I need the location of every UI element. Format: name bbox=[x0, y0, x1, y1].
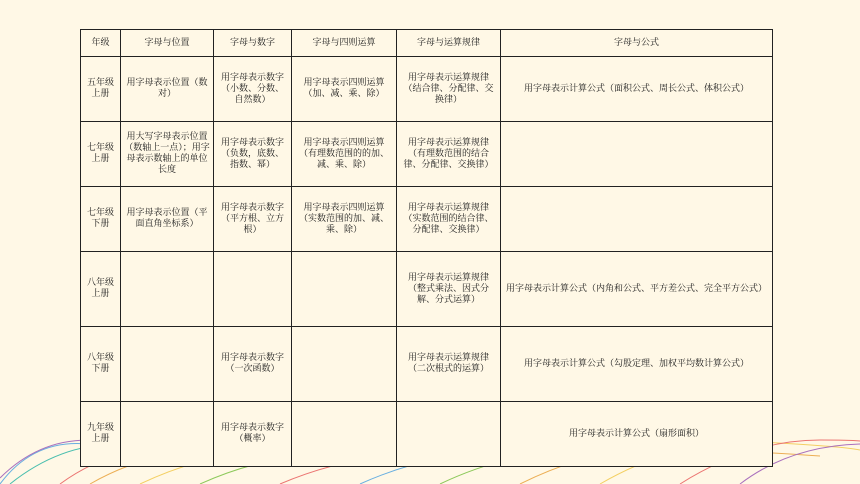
table-cell: 用字母表示运算规律（结合律、分配律、交换律） bbox=[397, 57, 501, 122]
table-cell: 用字母表示运算规律（二次根式的运算） bbox=[397, 327, 501, 402]
table-cell: 用字母表示计算公式（内角和公式、平方差公式、完全平方公式） bbox=[501, 252, 773, 327]
table-cell: 用字母表示数字（平方根、立方根） bbox=[214, 187, 292, 252]
header-letters-laws: 字母与运算规律 bbox=[397, 30, 501, 57]
table-cell bbox=[501, 187, 773, 252]
grade-cell: 九年级上册 bbox=[81, 402, 121, 467]
table-cell: 用字母表示数字（负数，底数、指数、幂） bbox=[214, 122, 292, 187]
grade-cell: 七年级上册 bbox=[81, 122, 121, 187]
table-cell: 用字母表示计算公式（勾股定理、加权平均数计算公式） bbox=[501, 327, 773, 402]
table-cell: 用字母表示数字（小数、分数、自然数） bbox=[214, 57, 292, 122]
table-cell: 用字母表示位置（平面直角坐标系） bbox=[121, 187, 214, 252]
header-letters-arithmetic: 字母与四则运算 bbox=[292, 30, 397, 57]
table-cell: 用大写字母表示位置（数轴上一点）；用字母表示数轴上的单位长度 bbox=[121, 122, 214, 187]
grade-cell: 八年级下册 bbox=[81, 327, 121, 402]
grade-cell: 八年级上册 bbox=[81, 252, 121, 327]
table-cell: 用字母表示数字（概率） bbox=[214, 402, 292, 467]
table-cell: 用字母表示位置（数对） bbox=[121, 57, 214, 122]
table-row bbox=[81, 122, 773, 187]
header-letters-numbers: 字母与数字 bbox=[214, 30, 292, 57]
table-cell bbox=[214, 252, 292, 327]
table-row bbox=[81, 187, 773, 252]
table-cell: 用字母表示四则运算（有理数范围的的加、减、乘、除） bbox=[292, 122, 397, 187]
table-row bbox=[81, 327, 773, 402]
table-cell bbox=[292, 327, 397, 402]
header-letters-formulas: 字母与公式 bbox=[501, 30, 773, 57]
table-row bbox=[81, 57, 773, 122]
table-cell bbox=[121, 327, 214, 402]
table-cell: 用字母表示运算规律（实数范围的结合律、分配律、交换律） bbox=[397, 187, 501, 252]
header-grade: 年级 bbox=[81, 30, 121, 57]
table-cell: 用字母表示计算公式（扇形面积） bbox=[501, 402, 773, 467]
grade-cell: 五年级上册 bbox=[81, 57, 121, 122]
table-row bbox=[81, 252, 773, 327]
table-cell: 用字母表示运算规律（有理数范围的结合律、分配律、交换律） bbox=[397, 122, 501, 187]
table-cell bbox=[292, 252, 397, 327]
grade-cell: 七年级下册 bbox=[81, 187, 121, 252]
table-cell bbox=[501, 122, 773, 187]
table-row bbox=[81, 402, 773, 467]
table-cell: 用字母表示计算公式（面积公式、周长公式、体积公式） bbox=[501, 57, 773, 122]
table-cell: 用字母表示四则运算（加、减、乘、除） bbox=[292, 57, 397, 122]
header-letters-position: 字母与位置 bbox=[121, 30, 214, 57]
table-cell bbox=[121, 402, 214, 467]
table-cell bbox=[121, 252, 214, 327]
table-header-row bbox=[81, 30, 773, 57]
curriculum-table bbox=[80, 29, 773, 467]
table-cell: 用字母表示数字（一次函数） bbox=[214, 327, 292, 402]
table-cell bbox=[397, 402, 501, 467]
table-cell bbox=[292, 402, 397, 467]
table-cell: 用字母表示四则运算（实数范围的加、减、乘、除） bbox=[292, 187, 397, 252]
table-cell: 用字母表示运算规律（整式乘法、因式分解、分式运算） bbox=[397, 252, 501, 327]
